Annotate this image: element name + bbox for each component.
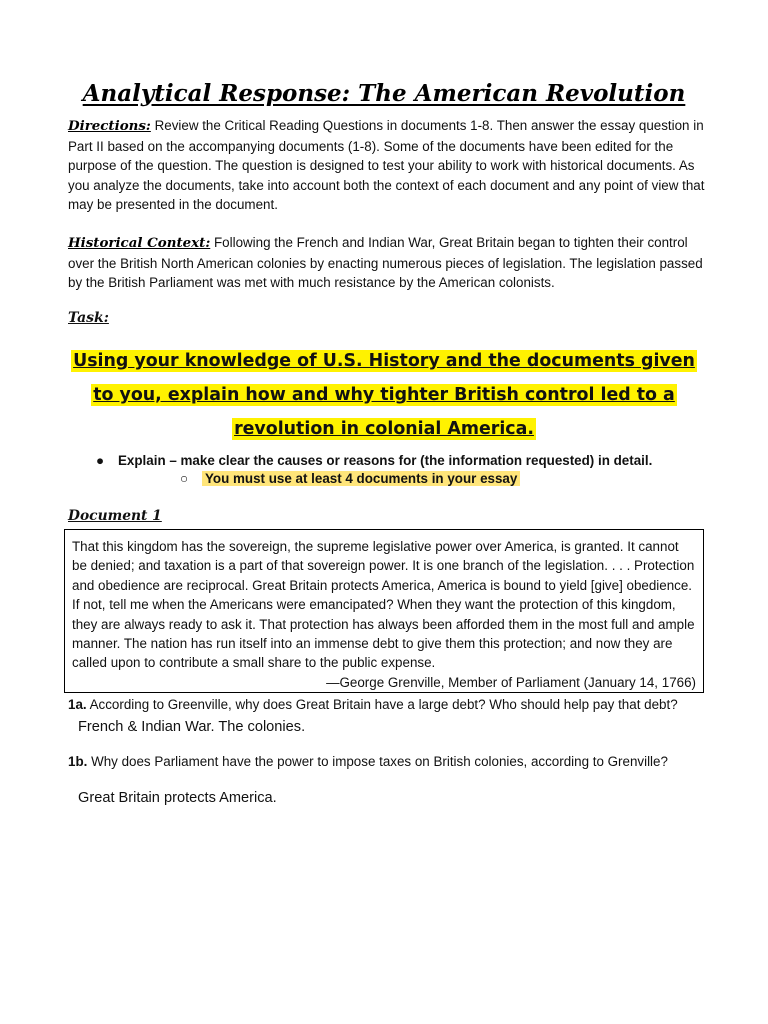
document-1-attribution: —George Grenville, Member of Parliament (January 14, 1766) <box>326 674 696 690</box>
task-label: Task: <box>68 310 109 326</box>
document-1-quote: That this kingdom has the sovereign, the supreme legislative power over America, is granted. It cannot be denied; and taxation is a part of that sovereign power. It is one branch of the legislation. . . . Protection and obedience are reciprocal. Great Britain protects America, America is bound to yield [give] obedience. If not, tell me when the Americans were emancipated? When they want the protection of this kingdom, they are always ready to ask it. That protection has always been afforded them in the most full and ample manner. The nation has run itself into an immense debt to give them this protection; and now they are called upon to contribute a small share to the public expense. <box>72 539 695 671</box>
sub-bullet-marker: ○ <box>180 471 189 486</box>
task-bullet <box>96 452 716 470</box>
task-sub-bullet-text: You must use at least 4 documents in your essay <box>202 471 520 486</box>
document-1-quote-box <box>64 529 704 693</box>
directions-label: Directions: <box>68 118 151 134</box>
historical-context-text: Following the French and Indian War, Great Britain began to tighten their control over the British North American colonies by enacting numerous pieces of legislation. The legislation passed by the British Parliament was met with much resistance by the American colonists. <box>68 235 703 291</box>
question-1a <box>68 696 678 714</box>
historical-context-label: Historical Context: <box>68 235 211 251</box>
answer-1b[interactable]: Great Britain protects America. <box>78 790 277 806</box>
question-1b-number: 1b. <box>68 754 88 769</box>
answer-1a[interactable]: French & Indian War. The colonies. <box>78 719 306 735</box>
task-prompt <box>64 344 704 446</box>
task-bullet-text: Explain – make clear the causes or reasons for (the information requested) in detail. <box>118 453 653 468</box>
historical-context-paragraph <box>68 233 708 293</box>
question-1a-text: According to Greenville, why does Great Britain have a large debt? Who should help pay that debt? <box>86 697 678 712</box>
question-1a-number: 1a. <box>68 697 87 712</box>
task-prompt-text: Using your knowledge of U.S. History and the documents given to you, explain how and why tighter British control led to a revolution in colonial America. <box>73 351 695 439</box>
document-1-label: Document 1 <box>68 508 162 524</box>
task-sub-bullet <box>180 470 520 488</box>
directions-text: Review the Critical Reading Questions in documents 1-8. Then answer the essay question in Part II based on the accompanying documents (1-8). Some of the documents have been edited for the purpose of the question. The question is designed to test your ability to work with historical documents. As you analyze the documents, take into account both the context of each document and any point of view that may be presented in the document. <box>68 118 705 213</box>
directions-paragraph <box>68 116 708 215</box>
bullet-marker: ● <box>96 453 105 468</box>
question-1b <box>68 753 668 771</box>
question-1b-text: Why does Parliament have the power to impose taxes on British colonies, according to Grenville? <box>87 754 668 769</box>
page-title: Analytical Response: The American Revolution <box>82 80 686 107</box>
